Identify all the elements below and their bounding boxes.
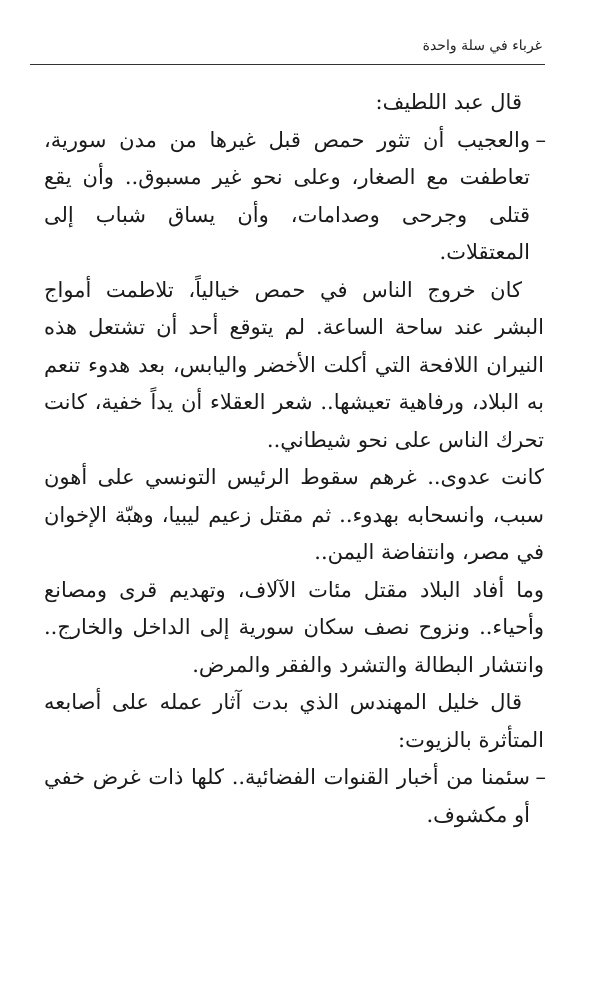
- paragraph-text: كانت عدوى.. غرهم سقوط الرئيس التونسي على أهون سبب، وانسحابه بهدوء.. ثم مقتل زعيم ليبيا، وهبّة الإخوان في مصر، وانتفاضة اليمن..: [44, 465, 544, 564]
- paragraph-dialogue: [44, 759, 544, 834]
- paragraph-text: قال عبد اللطيف:: [375, 90, 522, 114]
- paragraph-text: قال خليل المهندس الذي بدت آثار عمله على أصابعه المتأثرة بالزيوت:: [44, 690, 544, 752]
- dialogue-dash: –: [535, 765, 546, 789]
- paragraph-text: سئمنا من أخبار القنوات الفضائية.. كلها ذات غرض خفي أو مكشوف.: [44, 765, 530, 827]
- header-rule: [30, 64, 545, 65]
- paragraph: [44, 272, 544, 460]
- body-text: [44, 84, 544, 834]
- paragraph-speaker-line: [44, 684, 544, 759]
- paragraph: [44, 572, 544, 685]
- paragraph-dialogue: [44, 122, 544, 272]
- dialogue-dash: –: [535, 127, 546, 152]
- running-header-title: غرباء في سلة واحدة: [422, 38, 542, 54]
- paragraph-text: وما أفاد البلاد مقتل مئات الآلاف، وتهديم قرى ومصانع وأحياء.. ونزوح نصف سكان سورية إلى الداخل والخارج.. وانتشار البطالة والتشرد والفقر والمرض.: [44, 577, 544, 677]
- paragraph-text: والعجيب أن تثور حمص قبل غيرها من مدن سورية، تعاطفت مع الصغار، وعلى نحو غير مسبوق.. وأن يقع قتلى وجرحى وصدامات، وأن يساق شباب إلى المعتقلات.: [44, 127, 530, 264]
- paragraph-speaker-line: [44, 84, 544, 122]
- paragraph-text: كان خروج الناس في حمص خيالياً، تلاطمت أمواج البشر عند ساحة الساعة. لم يتوقع أحد أن تشتعل هذه النيران اللافحة التي أكلت الأخضر واليابس، بعد هدوء تنعم به البلاد، ورفاهية تعيشها.. شعر العقلاء أن يداً خفية، كانت تحرك الناس على نحو شيطاني..: [44, 277, 544, 452]
- paragraph: [44, 459, 544, 572]
